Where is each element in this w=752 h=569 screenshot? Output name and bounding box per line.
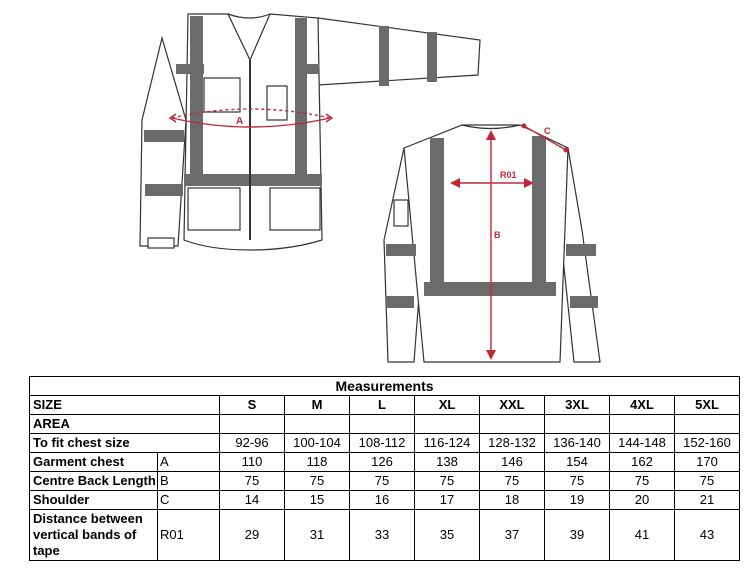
table-cell: 17 [415, 491, 480, 510]
measure-c-label: C [544, 126, 551, 136]
table-cell: 35 [415, 510, 480, 561]
table-cell: 126 [350, 453, 415, 472]
table-header-row [30, 396, 740, 415]
table-cell: 118 [285, 453, 350, 472]
table-cell: 18 [480, 491, 545, 510]
size-4xl: 4XL [610, 396, 675, 415]
row-code: A [158, 453, 220, 472]
table-cell: 92-96 [220, 434, 285, 453]
size-5xl: 5XL [675, 396, 740, 415]
row-label: Garment chest [30, 453, 158, 472]
table-cell: 75 [415, 472, 480, 491]
size-xl: XL [415, 396, 480, 415]
table-cell: 136-140 [545, 434, 610, 453]
area-header: AREA [30, 415, 220, 434]
table-title-row [30, 377, 740, 396]
size-s: S [220, 396, 285, 415]
table-title: Measurements [30, 377, 740, 396]
measure-b-label: B [494, 230, 501, 240]
table-cell: 75 [480, 472, 545, 491]
measure-r01-label: R01 [500, 170, 517, 180]
row-code: B [158, 472, 220, 491]
row-label: Shoulder [30, 491, 158, 510]
size-header: SIZE [30, 396, 220, 415]
table-cell: 144-148 [610, 434, 675, 453]
table-cell: 16 [350, 491, 415, 510]
table-row [30, 491, 740, 510]
table-cell: 19 [545, 491, 610, 510]
table-cell: 37 [480, 510, 545, 561]
table-row [30, 453, 740, 472]
table-cell: 162 [610, 453, 675, 472]
table-cell: 75 [350, 472, 415, 491]
row-code: R01 [158, 510, 220, 561]
size-3xl: 3XL [545, 396, 610, 415]
table-cell: 20 [610, 491, 675, 510]
table-cell: 14 [220, 491, 285, 510]
table-cell: 75 [675, 472, 740, 491]
table-row [30, 472, 740, 491]
table-cell: 152-160 [675, 434, 740, 453]
table-cell: 75 [610, 472, 675, 491]
table-cell: 33 [350, 510, 415, 561]
table-cell: 100-104 [285, 434, 350, 453]
size-l: L [350, 396, 415, 415]
table-row [30, 434, 740, 453]
table-cell: 21 [675, 491, 740, 510]
table-row [30, 510, 740, 561]
row-label: To fit chest size [30, 434, 220, 453]
table-cell: 39 [545, 510, 610, 561]
row-code: C [158, 491, 220, 510]
table-cell: 146 [480, 453, 545, 472]
row-label: Centre Back Length [30, 472, 158, 491]
table-cell: 75 [220, 472, 285, 491]
table-cell: 75 [545, 472, 610, 491]
measure-a-label: A [236, 116, 244, 127]
table-cell: 75 [285, 472, 350, 491]
row-label: Distance between vertical bands of tape [30, 510, 158, 561]
table-cell: 110 [220, 453, 285, 472]
measurements-table [29, 376, 740, 561]
table-cell: 15 [285, 491, 350, 510]
table-cell: 43 [675, 510, 740, 561]
table-cell: 41 [610, 510, 675, 561]
table-cell: 29 [220, 510, 285, 561]
table-cell: 170 [675, 453, 740, 472]
back-view [384, 125, 600, 362]
table-cell: 128-132 [480, 434, 545, 453]
size-xxl: XXL [480, 396, 545, 415]
table-cell: 31 [285, 510, 350, 561]
table-cell: 116-124 [415, 434, 480, 453]
size-m: M [285, 396, 350, 415]
table-cell: 154 [545, 453, 610, 472]
table-cell: 108-112 [350, 434, 415, 453]
area-row [30, 415, 740, 434]
table-cell: 138 [415, 453, 480, 472]
